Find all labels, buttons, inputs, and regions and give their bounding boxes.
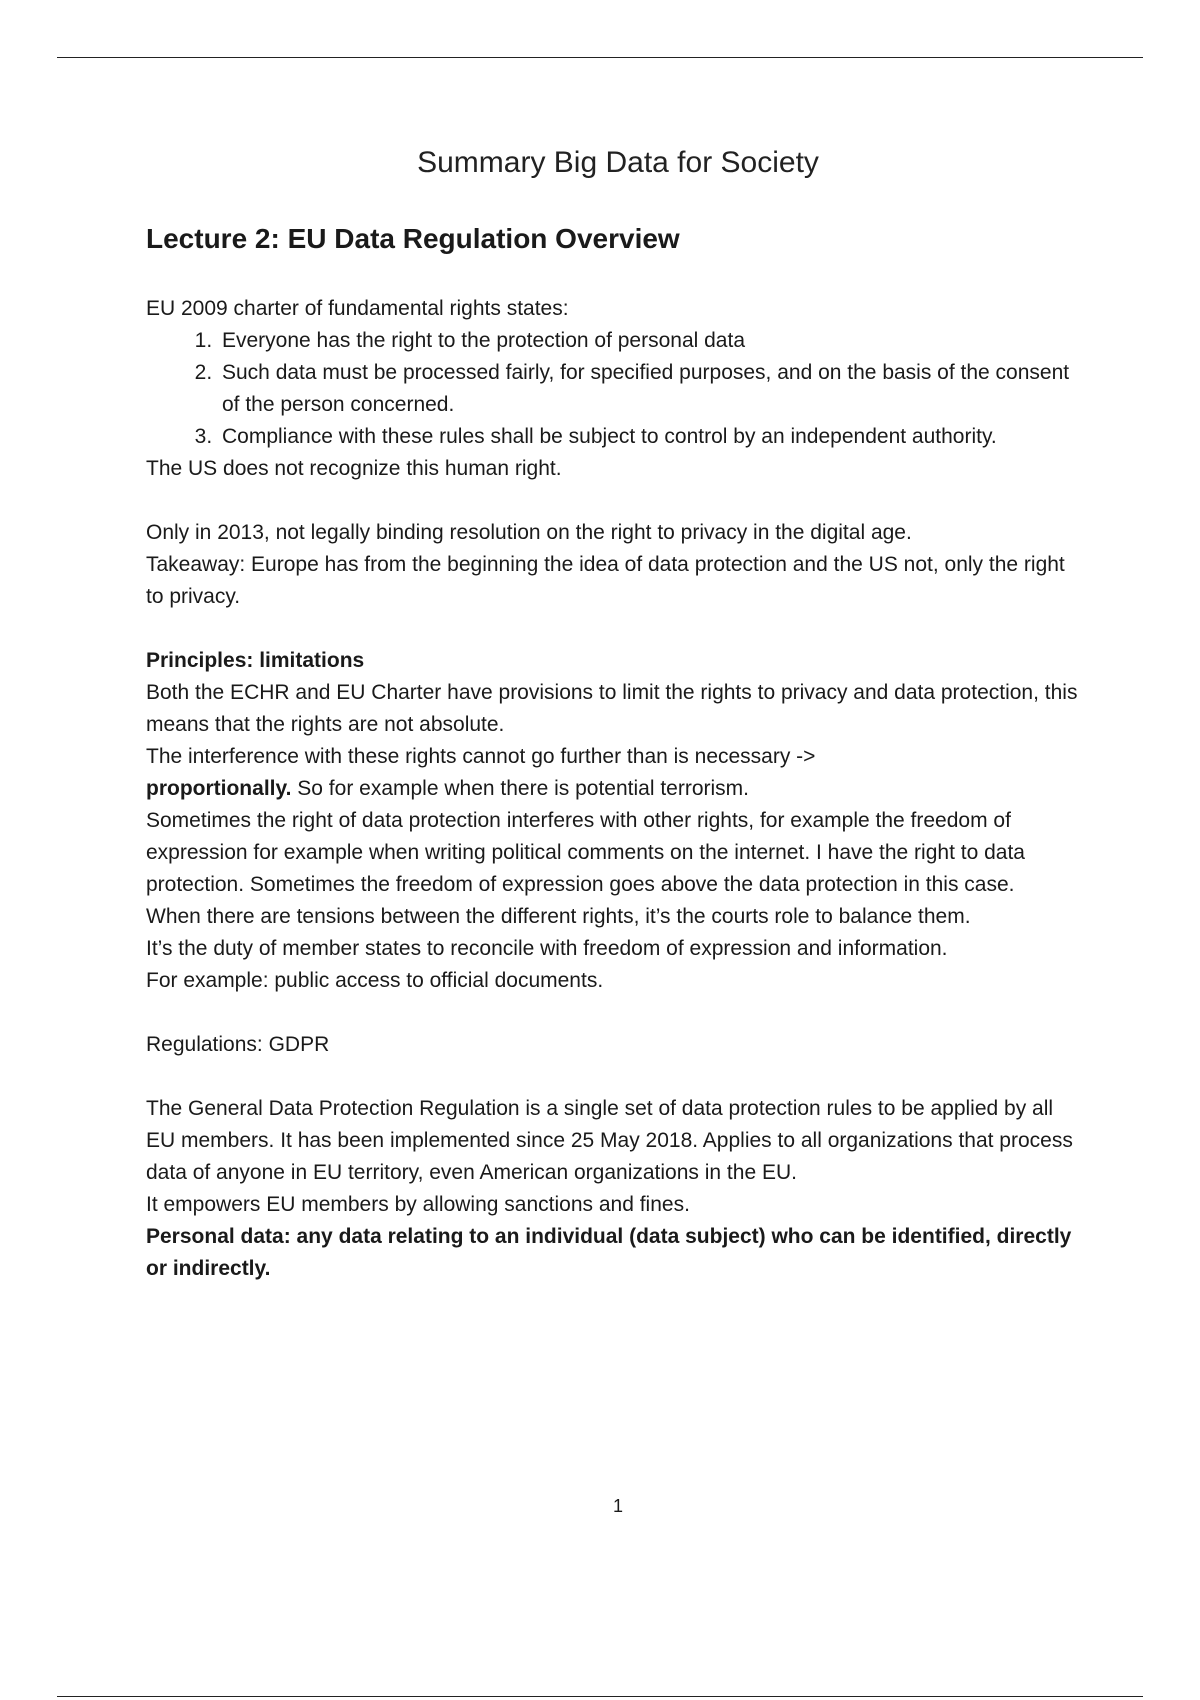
- gdpr-paragraph-2: It empowers EU members by allowing sanctions and fines.: [146, 1193, 690, 1216]
- charter-intro: EU 2009 charter of fundamental rights states:: [146, 297, 569, 320]
- proportionally-term: proportionally.: [146, 777, 292, 800]
- charter-list: [146, 325, 1086, 453]
- document-title: Summary Big Data for Society: [417, 146, 819, 179]
- only-2013-paragraph: Only in 2013, not legally binding resolution on the right to privacy in the digital age.: [146, 521, 912, 544]
- charter-item-2: 2. Such data must be processed fairly, for specified purposes, and on the basis of the consent of the person concerned.: [218, 357, 1086, 421]
- spacer: [146, 485, 1086, 517]
- principles-heading: [146, 645, 1086, 677]
- lecture-heading: Lecture 2: EU Data Regulation Overview: [146, 223, 680, 254]
- bottom-rule: [57, 1696, 1143, 1697]
- principles-paragraph-2: The interference with these rights cannot go further than is necessary ->: [146, 745, 816, 768]
- spacer: [146, 613, 1086, 645]
- principles-heading-text: Principles: limitations: [146, 649, 365, 672]
- personal-data-definition-text: Personal data: any data relating to an individual (data subject) who can be identified, directly or indirectly.: [146, 1225, 1072, 1280]
- personal-data-definition: [146, 1221, 1086, 1285]
- principles-paragraph-4: When there are tensions between the different rights, it’s the courts role to balance them.: [146, 905, 971, 928]
- page-number: 1: [612, 1496, 623, 1516]
- principles-paragraph-3: Sometimes the right of data protection interferes with other rights, for example the freedom of expression for example when writing political comments on the internet. I have the right to data protection. Sometimes the freedom of expression goes above the data protection in this case.: [146, 809, 1025, 896]
- gdpr-paragraph-1: The General Data Protection Regulation is a single set of data protection rules to be applied by all EU members. It has been implemented since 25 May 2018. Applies to all organizations that process data of anyone in EU territory, even American organizations in the EU.: [146, 1097, 1073, 1184]
- regulations-heading: Regulations: GDPR: [146, 1033, 330, 1056]
- document-body: [146, 219, 1086, 1285]
- principles-paragraph-6: For example: public access to official documents.: [146, 969, 604, 992]
- spacer: [146, 1061, 1086, 1093]
- takeaway-paragraph: Takeaway: Europe has from the beginning the idea of data protection and the US not, only the right to privacy.: [146, 553, 1065, 608]
- principles-paragraph-5: It’s the duty of member states to reconcile with freedom of expression and information.: [146, 937, 948, 960]
- principles-paragraph-2-continued: [146, 773, 1086, 805]
- charter-item-3: 3. Compliance with these rules shall be subject to control by an independent authority.: [218, 421, 1086, 453]
- charter-item-1: 1. Everyone has the right to the protection of personal data: [218, 325, 1086, 357]
- proportionally-example: So for example when there is potential terrorism.: [291, 777, 749, 800]
- principles-paragraph-1: Both the ECHR and EU Charter have provisions to limit the rights to privacy and data protection, this means that the rights are not absolute.: [146, 681, 1078, 736]
- us-note: The US does not recognize this human right.: [146, 457, 562, 480]
- spacer: [146, 997, 1086, 1029]
- top-rule: [57, 57, 1143, 58]
